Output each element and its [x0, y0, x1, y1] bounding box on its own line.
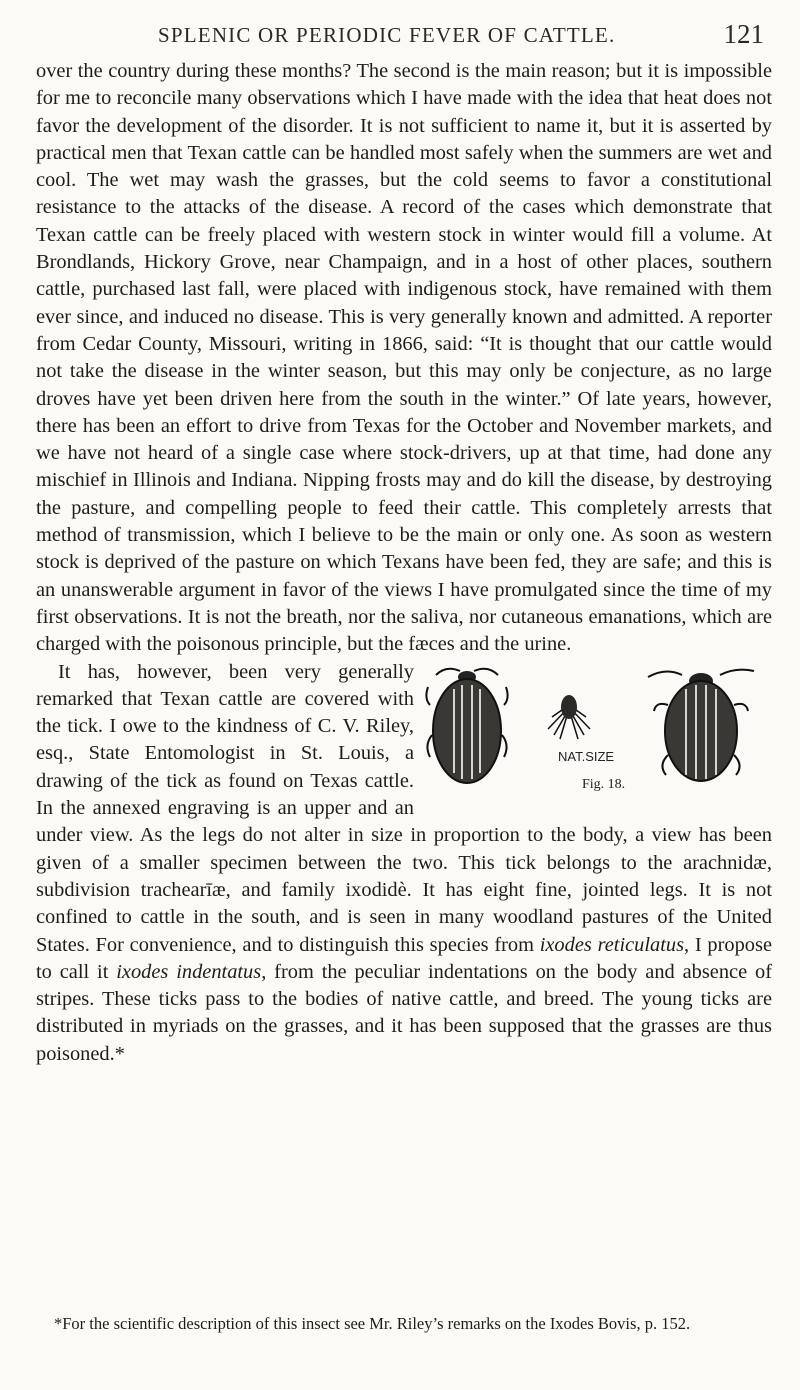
tick-under-view-illustration	[638, 665, 764, 791]
figure-number: Fig. 18.	[582, 776, 626, 792]
running-head	[36, 15, 772, 55]
paragraph-tick-tail: , from the peculiar indentations on the body and absence of stripes. These ticks pass to the bodies of native cattle, and breed. The young ticks are distributed in myriads on the grasses, and it has been supposed that the grasses are thus poisoned.*	[36, 960, 772, 1065]
paragraph-continued: over the country during these months? The second is the main reason; but it is impossible for me to reconcile many observations which I have made with the idea that heat does not favor the development of the disorder. It is not sufficient to name it, but it is asserted by practical men that Texan cattle can be handled most safely when the summers are wet and cool. The wet may wash the grasses, but the cold seems to favor a constitutional resistance to the attacks of the disease. A record of the cases which demonstrate that Texan cattle can be freely placed with western stock in winter would fill a volume. At Brondlands, Hickory Grove, near Champaign, and in a host of other places, southern cattle, purchased last fall, were placed with indigenous stock, have remained with them ever since, and induced no disease. This is very generally known and admitted. A reporter from Cedar County, Missouri, writing in 1866, said: “It is thought that our cattle would not take the disease in the winter season, but this may only be conjecture, as no large droves have yet been driven here from the south in the winter.” Of late years, however, there has been an effort to drive from Texas for the October and November markets, and we have not heard of a single case where stock-drivers, up at that time, had done any mischief in Illinois and Indiana. Nipping frosts may and do kill the disease, by destroying the pasture, and compelling people to feed their cattle. This completely arrests that method of transmission, which I believe to be the main or only one. As soon as western stock is deprived of the pasture on which Texans have been fed, they are safe; and this is an unanswerable argument in favor of the views I have promulgated since the time of my first observations. It is not the breath, nor the saliva, nor cutaneous emanations, which are charged with the poisonous principle, but the fæces and the urine.	[36, 60, 772, 656]
page-number: 121	[723, 19, 764, 49]
paragraph-tick	[36, 659, 772, 1068]
footnote: *For the scientific description of this insect see Mr. Riley’s remarks on the Ixodes Bovis, p. 152.	[54, 1314, 691, 1333]
species-name-indentatus: ixodes indentatus	[116, 960, 262, 983]
tick-small-specimen-illustration	[542, 687, 596, 741]
natural-size-label: NAT.SIZE	[558, 748, 615, 764]
book-page	[36, 0, 772, 1390]
running-head-title: SPLENIC OR PERIODIC FEVER OF CATTLE.	[158, 23, 616, 47]
paragraph-tick-mid: , I propose to call it	[36, 933, 772, 983]
tick-figure	[424, 665, 772, 805]
species-name-reticulatus: ixodes reticulatus	[539, 933, 685, 956]
tick-upper-view-illustration	[424, 665, 510, 799]
body-text	[36, 58, 772, 1068]
paragraph-tick-lead: It has, however, been very generally remarked that Texan cattle are covered with the tick. I owe to the kindness of C. V. Riley, esq., State Entomologist in St. Louis, a drawing of the tick as found on Texas cattle. In the annexed engraving is an upper and an under view. As the legs do not alter in size in proportion to the body, a view has been given of a smaller specimen between the two. This tick belongs to the arachnidæ, subdivision trachearīæ, and family ixodidè. It has eight fine, jointed legs. It is not confined to cattle in the south, and is seen in many woodland pastures of the United States. For convenience, and to distinguish this species from	[36, 660, 772, 956]
